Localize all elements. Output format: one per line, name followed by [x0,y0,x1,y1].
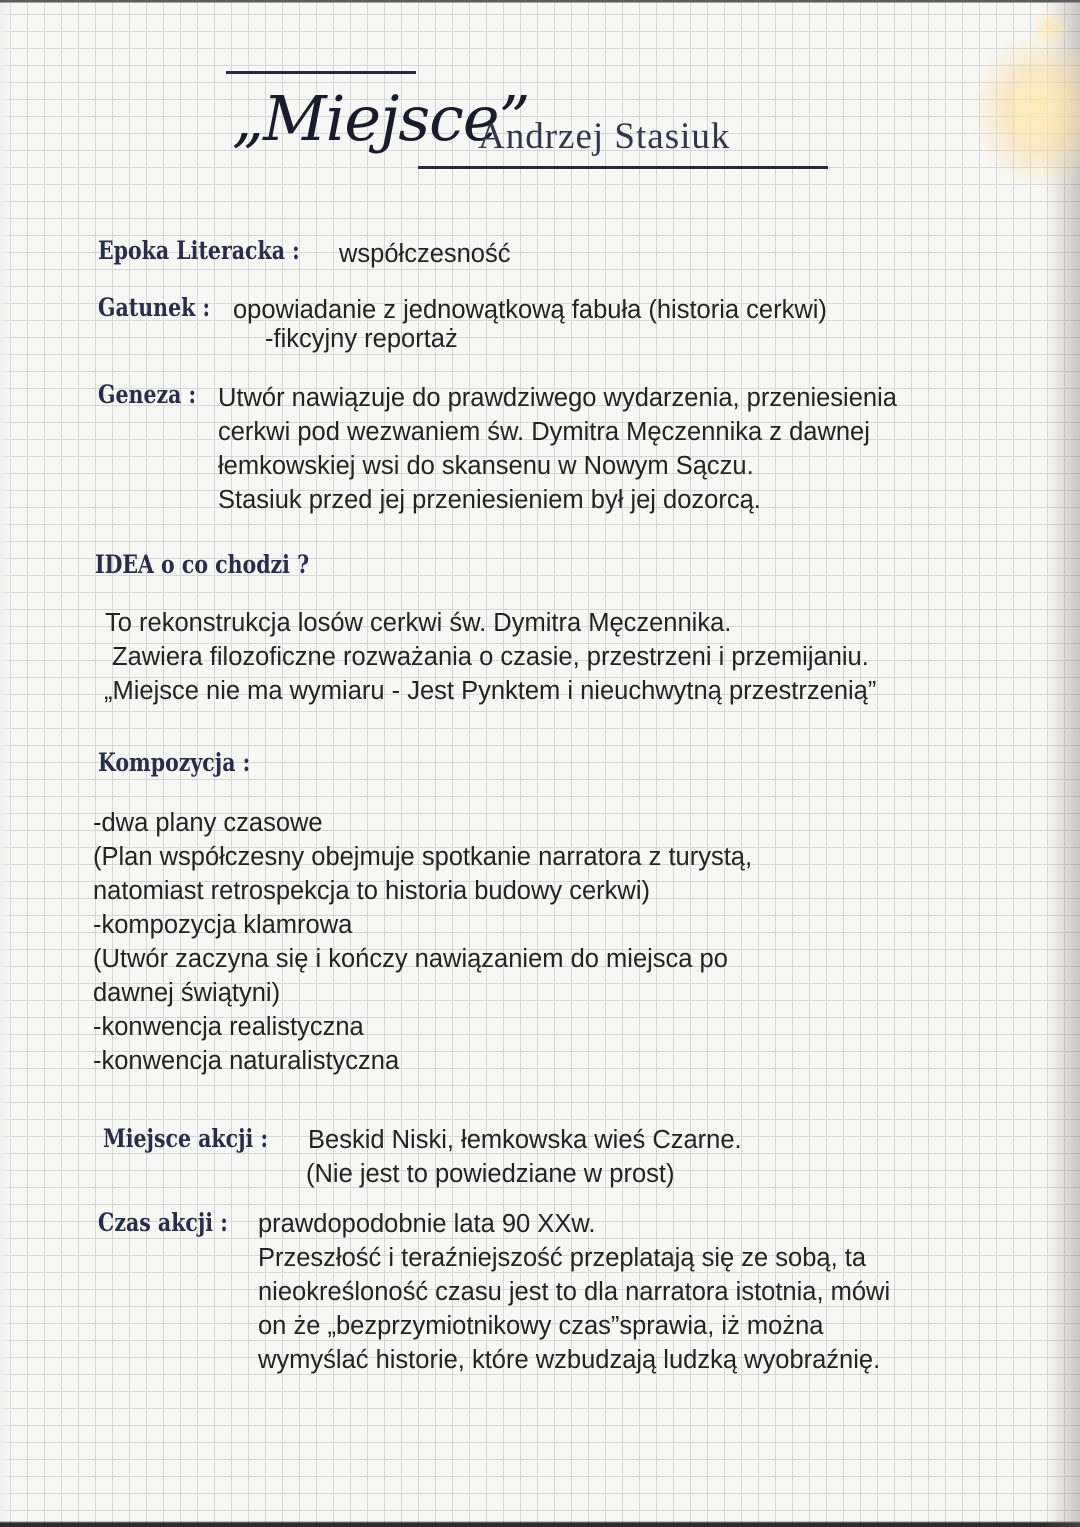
czas-akcji-line-5: wymyślać historie, które wzbudzają ludzką wyobraźnię. [258,1346,881,1374]
kompozycja-line-2: (Plan współczesny obejmuje spotkanie narratora z turystą, [93,843,753,871]
value-epoka: współczesność [339,240,511,268]
page-edge-left [0,0,12,1527]
kompozycja-line-5: (Utwór zaczyna się i kończy nawiązaniem do miejsca po [93,945,728,973]
kompozycja-line-6: dawnej świątyni) [93,979,281,1007]
gatunek-line-1: opowiadanie z jednowątkową fabuła (historia cerkwi) [233,296,827,324]
label-czas-akcji: Czas akcji : [98,1208,228,1237]
title-author: Andrzej Stasiuk [478,116,731,157]
czas-akcji-line-3: nieokreśloność czasu jest to dla narratora istotnia, mówi [258,1278,891,1306]
gatunek-line-2: -fikcyjny reportaż [265,325,458,353]
kompozycja-line-3: natomiast retrospekcja to historia budowy cerkwi) [93,877,650,905]
kompozycja-line-7: -konwencja realistyczna [93,1013,364,1041]
idea-line-1: To rekonstrukcja losów cerkwi św. Dymitra Męczennika. [105,609,732,637]
geneza-line-3: łemkowskiej wsi do skansenu w Nowym Sączu. [218,452,754,480]
czas-akcji-line-2: Przeszłość i teraźniejszość przeplatają się ze sobą, ta [258,1244,867,1272]
section-idea [95,550,356,579]
czas-akcji-text [258,1207,890,1377]
label-kompozycja: Kompozycja : [98,748,251,777]
geneza-line-1: Utwór nawiązuje do prawdziwego wydarzenia, przeniesienia [218,384,897,412]
kompozycja-line-4: -kompozycja klamrowa [93,911,353,939]
title-underline-top [226,71,416,74]
page-shadow [1046,0,1080,1527]
section-gatunek [98,293,235,322]
label-geneza: Geneza : [98,380,197,409]
light-glow-small [1030,8,1070,48]
label-gatunek: Gatunek : [98,293,211,322]
czas-akcji-line-4: on że „bezprzymiotnikowy czas”sprawia, iż można [258,1312,824,1340]
kompozycja-line-1: -dwa plany czasowe [93,809,323,837]
label-idea: IDEA o co chodzi ? [95,550,310,579]
czas-akcji-line-1: prawdopodobnie lata 90 XXw. [258,1210,596,1238]
section-geneza [98,380,218,409]
label-miejsce-akcji: Miejsce akcji : [103,1124,269,1153]
page-edge-top [0,0,1080,12]
kompozycja-text [93,806,752,1078]
geneza-text [218,381,897,517]
light-glow [970,30,1080,190]
idea-line-2: Zawiera filozoficzne rozważania o czasie, przestrzeni i przemijaniu. [112,643,869,671]
label-epoka: Epoka Literacka : [98,236,300,265]
geneza-line-4: Stasiuk przed jej przeniesieniem był jej dozorcą. [218,486,761,514]
section-czas-akcji [98,1208,256,1237]
title-script: „Miejsce” [232,82,530,155]
geneza-line-2: cerkwi pod wezwaniem św. Dymitra Męczennika z dawnej [218,418,870,446]
miejsce-akcji-line-2: (Nie jest to powiedziane w prost) [306,1160,675,1188]
page-edge-bottom [0,1513,1080,1527]
kompozycja-line-8: -konwencja naturalistyczna [93,1047,400,1075]
section-miejsce-akcji [103,1124,304,1153]
miejsce-akcji-line-1: Beskid Niski, łemkowska wieś Czarne. [308,1126,742,1154]
section-kompozycja [98,748,284,777]
idea-line-3: „Miejsce nie ma wymiaru - Jest Pynktem i nieuchwytną przestrzenią” [104,677,877,705]
section-epoka [98,236,344,265]
title-underline-bottom [418,166,828,169]
